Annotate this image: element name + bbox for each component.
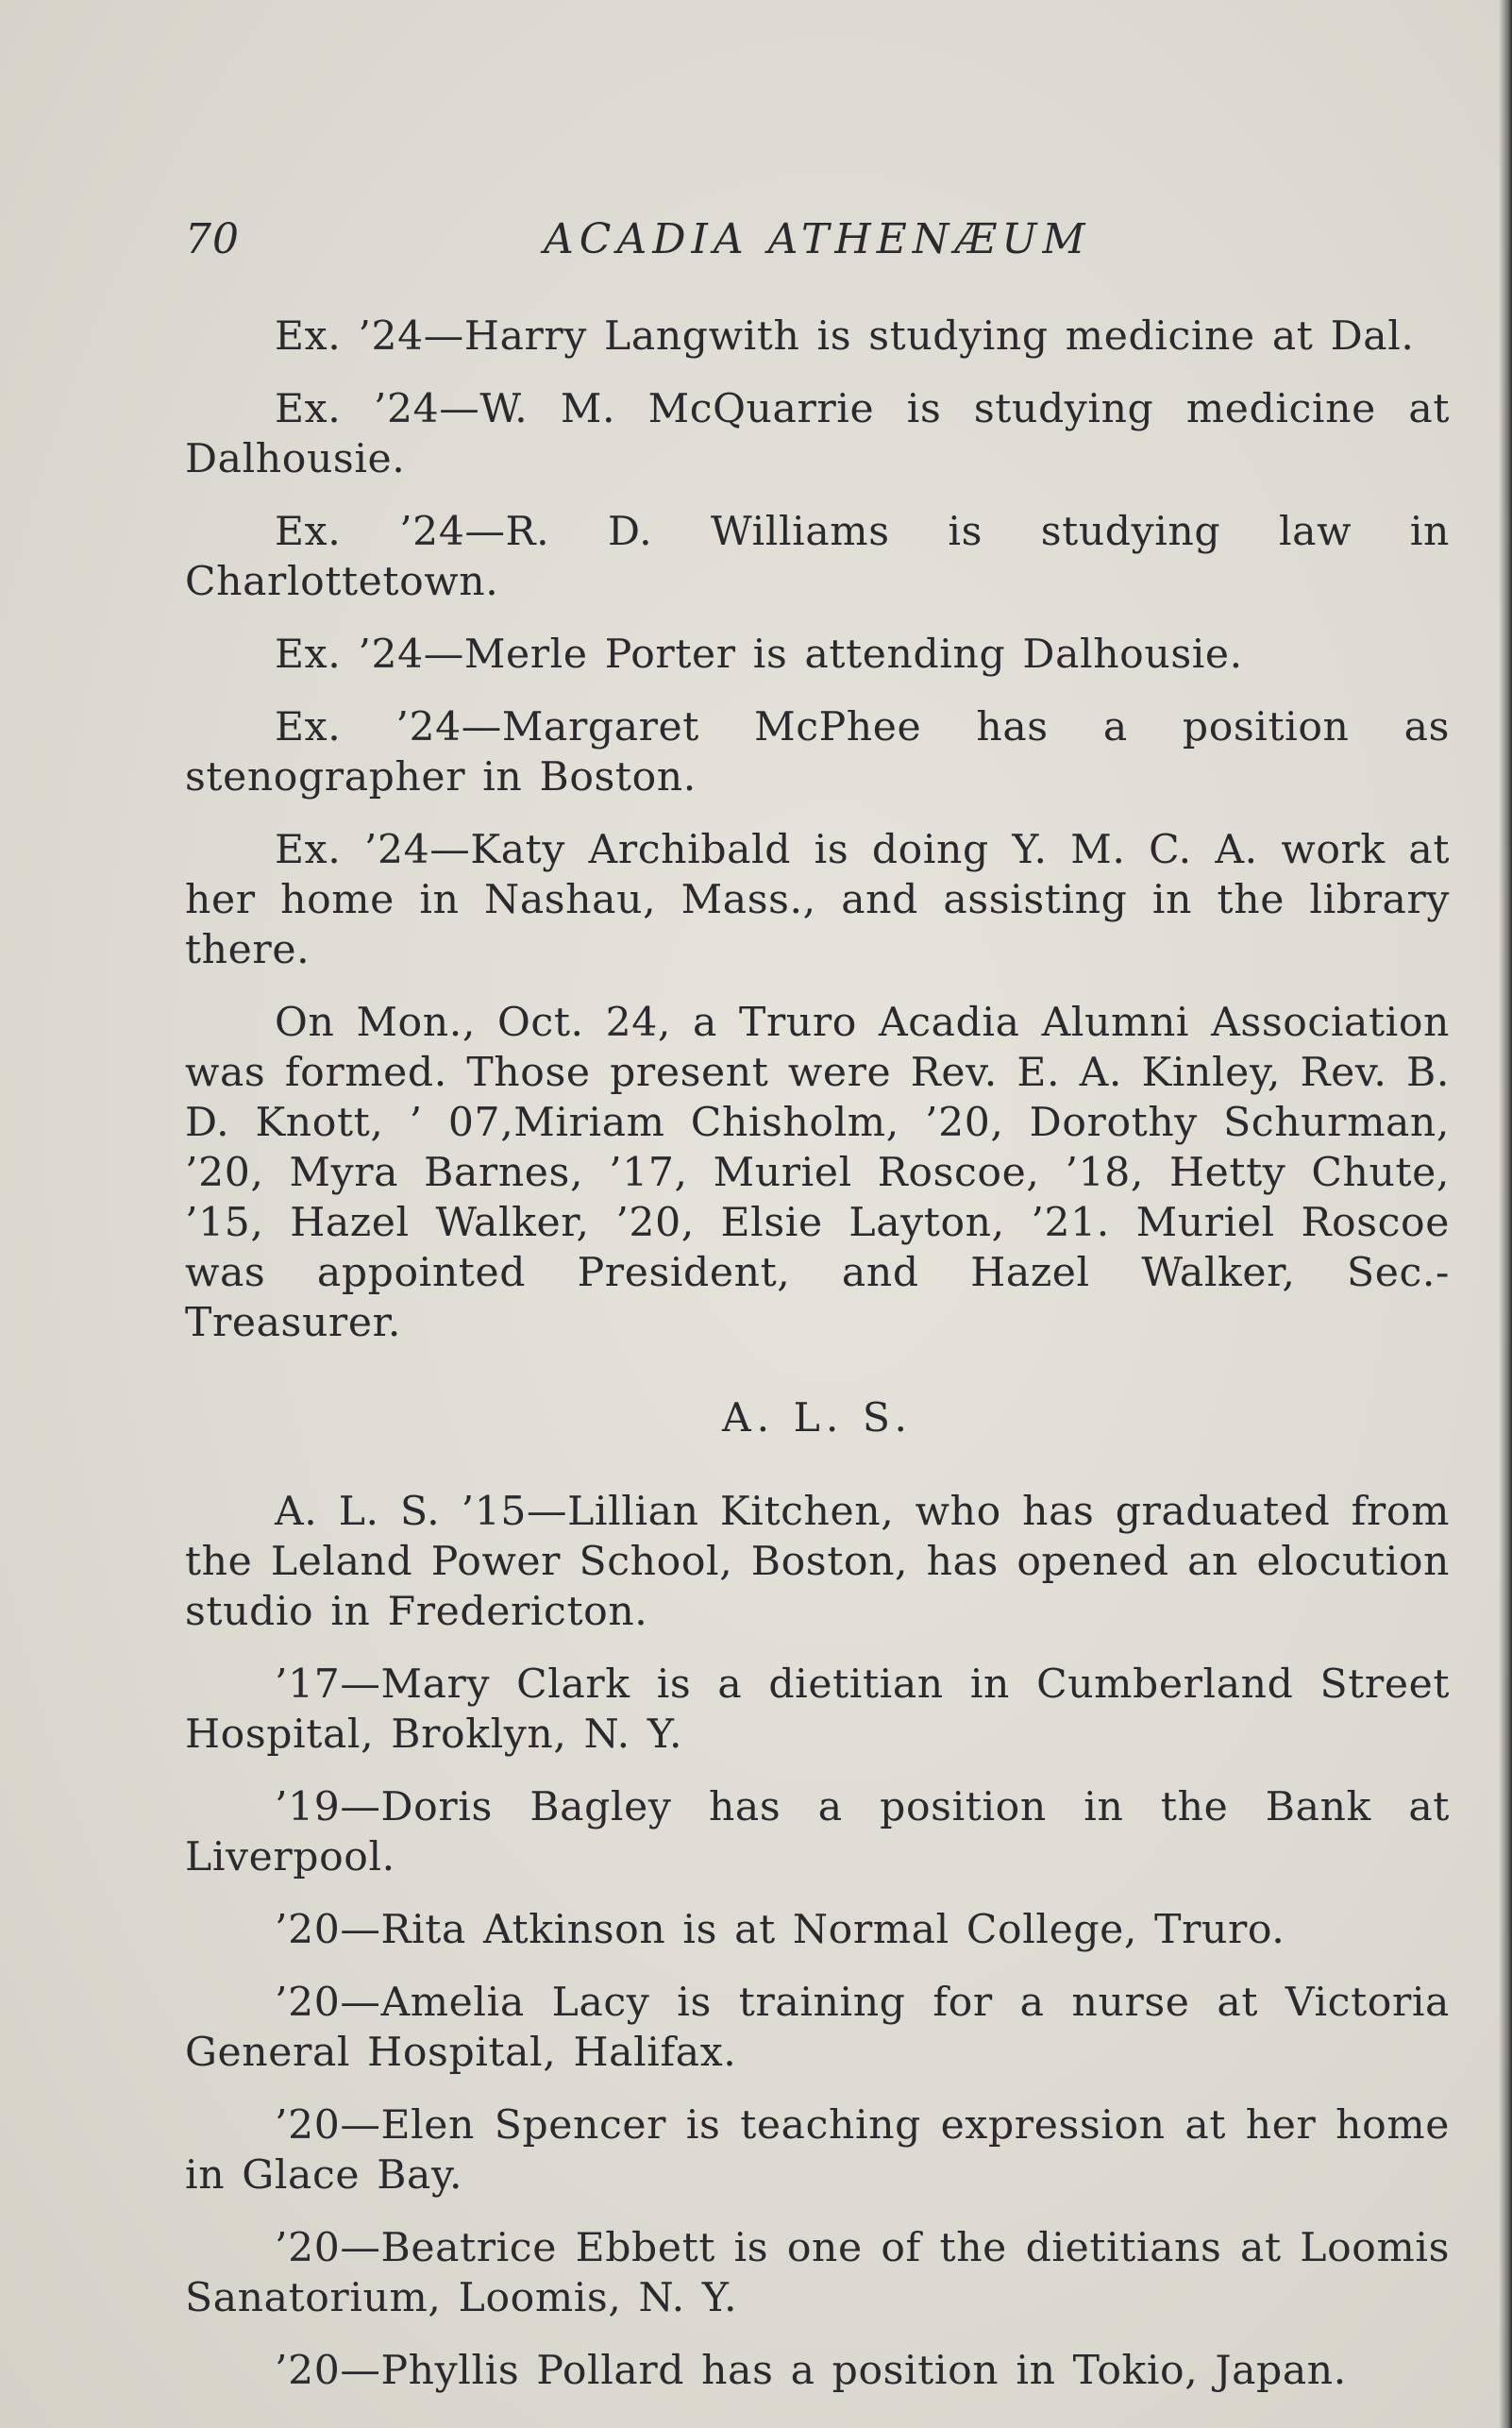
page-edge-shadow	[1499, 0, 1512, 2428]
paragraph: A. L. S. ’15—Lillian Kitchen, who has graduated from the Leland Power School, Boston, has opened an elocution studio in Fredericton.	[185, 1489, 1450, 1635]
paragraph: Ex. ’24—R. D. Williams is studying law in Charlottetown.	[185, 509, 1450, 605]
journal-title: ACADIA ATHENÆUM	[544, 215, 1091, 263]
page-header	[185, 215, 1450, 272]
paragraph: Ex. ’24—Katy Archibald is doing Y. M. C. A. work at her home in Nashau, Mass., and assisting in the library there.	[185, 827, 1450, 973]
paragraph: On Mon., Oct. 24, a Truro Acadia Alumni Association was formed. Those present were Rev. E. A. Kinley, Rev. B. D. Knott, ’ 07,Miriam Chisholm, ’20, Dorothy Schurman, ’20, Myra Barnes, ’17, Muriel Roscoe, ’18, Hetty Chute, ’15, Hazel Walker, ’20, Elsie Layton, ’21. Muriel Roscoe was appointed President, and Hazel Walker, Sec.-Treasurer.	[185, 1000, 1450, 1346]
paragraph: Ex. ’24—Harry Langwith is studying medicine at Dal.	[275, 313, 1415, 360]
paragraph: ’20—Beatrice Ebbett is one of the dietitians at Loomis Sanatorium, Loomis, N. Y.	[185, 2225, 1450, 2321]
paragraph: ’20—Amelia Lacy is training for a nurse at Victoria General Hospital, Halifax.	[185, 1980, 1450, 2076]
section-heading: A. L. S.	[721, 1395, 914, 1442]
paragraph: Ex. ’24—W. M. McQuarrie is studying medicine at Dalhousie.	[185, 386, 1450, 482]
page-number: 70	[185, 215, 240, 263]
page-body	[185, 312, 1450, 2419]
paragraph: ’17—Mary Clark is a dietitian in Cumberland Street Hospital, Broklyn, N. Y.	[185, 1661, 1450, 1758]
paragraph: Ex. ’24—Merle Porter is attending Dalhousie.	[275, 632, 1243, 678]
paragraph: ’19—Doris Bagley has a position in the Bank at Liverpool.	[185, 1784, 1450, 1880]
paragraph: Ex. ’24—Margaret McPhee has a position as stenographer in Boston.	[185, 704, 1450, 801]
paragraph: ’20—Rita Atkinson is at Normal College, Truro.	[275, 1907, 1285, 1953]
paragraph: ’20—Phyllis Pollard has a position in Tokio, Japan.	[275, 2348, 1347, 2394]
paragraph: ’20—Elen Spencer is teaching expression at her home in Glace Bay.	[185, 2102, 1450, 2199]
